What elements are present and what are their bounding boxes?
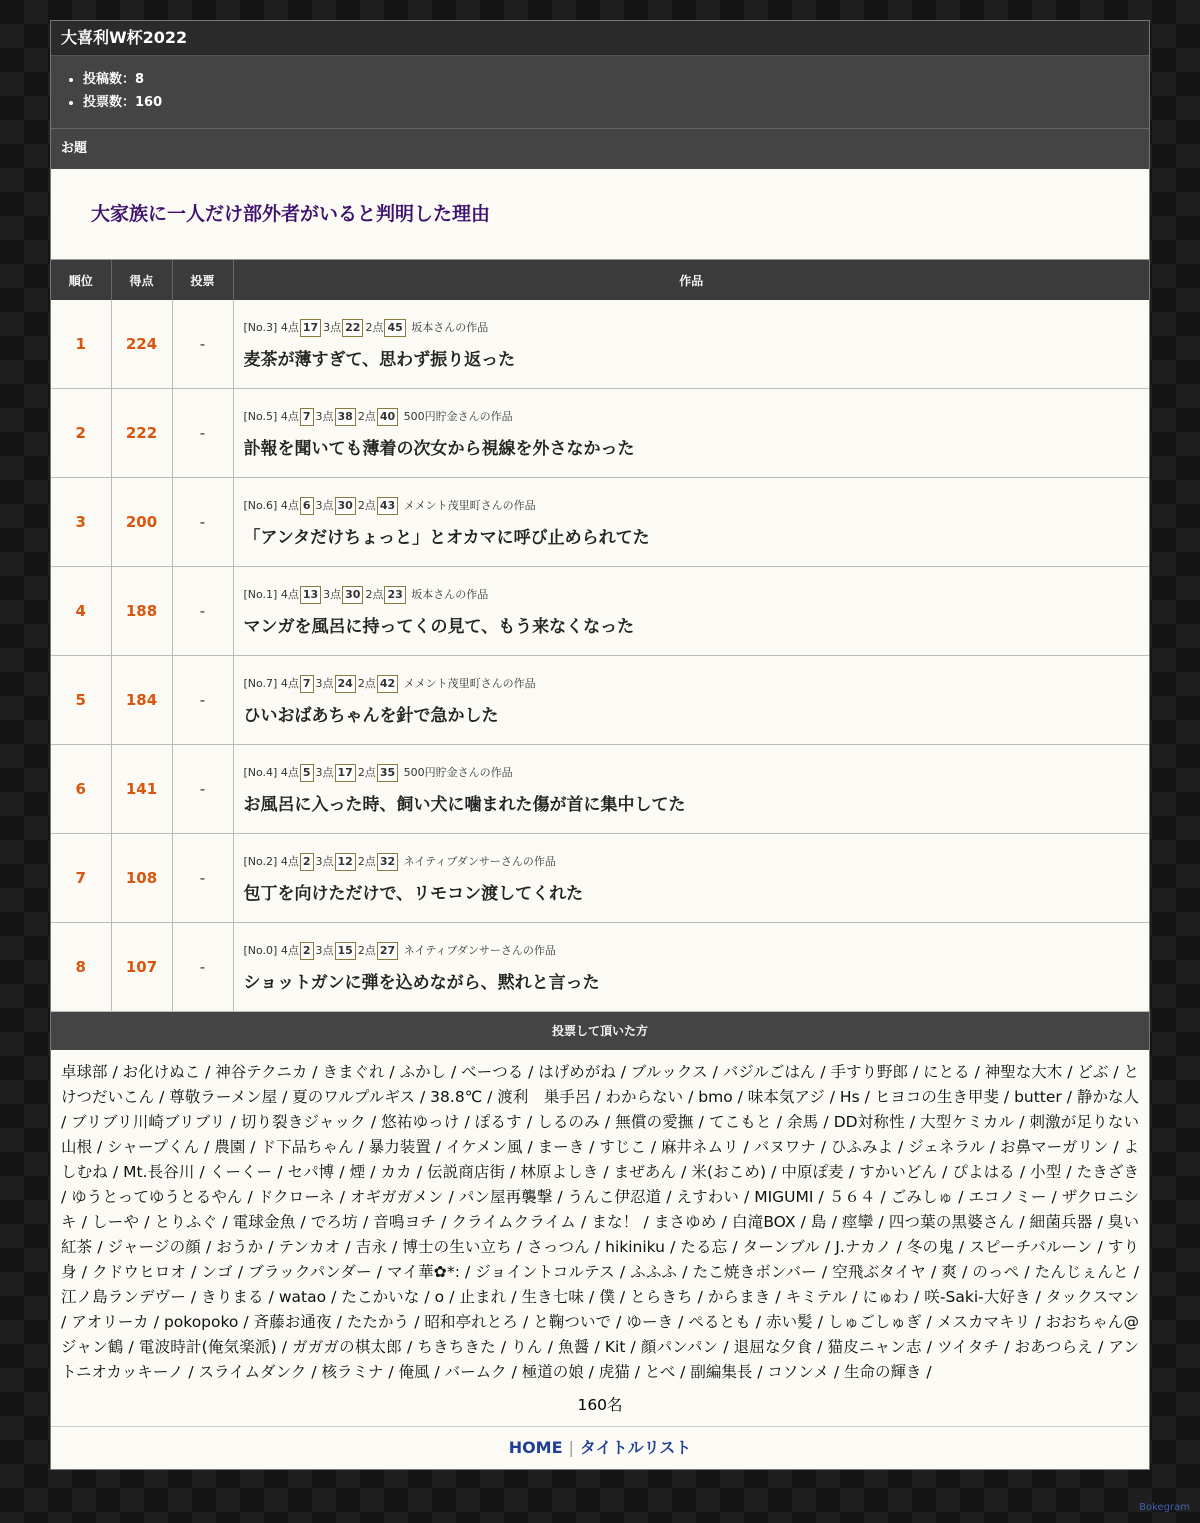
entry-number: [No.7]: [243, 676, 278, 690]
points-4-count: 2: [300, 853, 314, 871]
score-cell: 141: [111, 745, 172, 834]
voters-list: 卓球部 / お化けぬこ / 神谷テクニカ / きまぐれ / ふかし / べーつる / はげめがね / ブルックス / バジルごはん / 手すり野郎 / にとる / 神聖な大木 / どぶ / とけつだいこん / 尊敬ラーメン屋 / 夏のワルプルギス / 38.8℃ / 渡利 巣手呂 / わからない / bmo / 味本気アジ / Hs / ヒヨコの生き甲斐 / butter / 静かな人 / ブリブリ川崎ブリブリ / 切り裂きジャック / 悠祐ゆっけ / ぽるす / しるのみ / 無償の愛撫 / てこもと / 余馬 / DD対称性 / 大型ケミカル / 刺激が足りない山根 / シャープくん / 農園 / ド下品ちゃん / 暴力装置 / イケメン風 / まーき / すじこ / 麻井ネムリ / バヌワナ / ひふみよ / ジェネラル / お鼻マーガリン / よしむね / Mt.長谷川 / くーくー / セパ博 / 煙 / カカ / 伝説商店街 / 林原よしき / まぜあん / 米(おこめ) / 中原ぽ麦 / すかいどん / ぴよはる / 小型 / たきざき / ゆうとってゆうとるやん / ドクローネ / オギガガメン / パン屋再襲撃 / うんこ伊忍道 / えすわい / MIGUMI / ５６４ / ごみしゅ / エコノミー / ザクロニシキ / しーや / とりふぐ / 電球金魚 / でろ坊 / 音鳴ヨチ / クライムクライム / まな！ / まさゆめ / 白滝BOX / 島 / 痙攣 / 四つ葉の黒婆さん / 細菌兵器 / 臭い紅茶 / ジャージの顔 / おうか / テンカオ / 吉永 / 博士の生い立ち / さっつん / hikiniku / たる忘 / ターンブル / J.ナカノ / 冬の鬼 / スピーチバルーン / すり身 / クドウヒロオ / ンゴ / ブラックパンダー / マイ華✿*: / ジョイントコルテス / ふふふ / たこ焼きボンバー / 空飛ぶタイヤ / 爽 / のっぺ / たんじぇんと / 江ノ島ランデヴー / きりまる / watao / たこかいな / o / 止まれ / 生き七味 / 僕 / とらきち / からまき / キミテル / にゅわ / 咲-Saki-大好き / タックスマン / アオリーカ / pokopoko / 斉藤お通夜 / たたかう / 昭和亭れとろ / と鞠ついで / ゆーき / ぺるとも / 赤い髪 / しゅごしゅぎ / メスカマキリ / おおちゃん@ジャン鶴 / 電波時計(俺気楽派) / ガガガの棋太郎 / ちきちきた / りん / 魚醤 / Kit / 顔パンパン / 退屈な夕食 / 猫皮ニャン志 / ツイタチ / おあつらえ / アントニオカッキーノ / スライムダンク / 核ラミナ / 俺風 / バームク / 極道の娘 / 虎猫 / とべ / 副編集長 / コソンメ / 生命の輝き /: [61, 1063, 1139, 1381]
entry-number: [No.5]: [243, 409, 278, 423]
entry-text: 麦茶が薄すぎて、思わず振り返った: [243, 349, 516, 370]
score-cell: 222: [111, 389, 172, 478]
score-cell: 224: [111, 300, 172, 389]
score-cell: 188: [111, 567, 172, 656]
points-3-label: 3点: [315, 943, 334, 957]
points-2-label: 2点: [357, 765, 376, 779]
points-2-label: 2点: [357, 854, 376, 868]
score-cell: 200: [111, 478, 172, 567]
vote-cell: -: [172, 389, 233, 478]
work-cell: [233, 656, 1149, 745]
points-2-label: 2点: [357, 943, 376, 957]
entry-meta: [244, 942, 1149, 960]
entry-text: 包丁を向けただけで、リモコン渡してくれた: [243, 883, 584, 904]
points-3-label: 3点: [315, 765, 334, 779]
entry-author: ネイティブダンサーさんの作品: [403, 854, 556, 868]
entry-author: メメント茂里町さんの作品: [403, 676, 536, 690]
points-3-count: 12: [335, 853, 356, 871]
entry-number: [No.4]: [243, 765, 278, 779]
points-4-label: 4点: [280, 676, 299, 690]
points-3-label: 3点: [315, 409, 334, 423]
score-cell: 107: [111, 923, 172, 1012]
points-2-label: 2点: [365, 587, 384, 601]
col-rank: 順位: [51, 260, 111, 300]
rank-cell: 5: [51, 656, 111, 745]
points-2-count: 35: [377, 764, 398, 782]
work-cell: [233, 745, 1149, 834]
odai-label: お題: [51, 129, 1149, 169]
points-3-label: 3点: [323, 320, 342, 334]
points-4-label: 4点: [280, 943, 299, 957]
work-cell: [233, 478, 1149, 567]
entry-number: [No.6]: [243, 498, 278, 512]
rank-cell: 2: [51, 389, 111, 478]
points-2-count: 27: [377, 942, 398, 960]
voter-count: 160名: [577, 1396, 623, 1414]
rank-cell: 7: [51, 834, 111, 923]
points-4-label: 4点: [280, 765, 299, 779]
entry-meta: [244, 675, 1149, 693]
results-table: [51, 260, 1149, 1012]
contest-panel: [50, 20, 1150, 1470]
title-list-link[interactable]: タイトルリスト: [579, 1438, 692, 1457]
points-2-count: 42: [377, 675, 398, 693]
col-score: 得点: [111, 260, 172, 300]
entry-meta: [244, 586, 1149, 604]
points-4-count: 13: [300, 586, 321, 604]
points-3-count: 38: [335, 408, 356, 426]
vote-cell: -: [172, 567, 233, 656]
table-row: [51, 478, 1149, 567]
points-3-count: 15: [335, 942, 356, 960]
vote-cell: -: [172, 834, 233, 923]
points-4-label: 4点: [280, 587, 299, 601]
entry-meta: [244, 764, 1149, 782]
points-2-count: 43: [377, 497, 398, 515]
entry-meta: [244, 319, 1149, 337]
vote-cell: -: [172, 923, 233, 1012]
entry-meta: [244, 408, 1149, 426]
nav-separator: |: [568, 1438, 574, 1457]
points-4-count: 6: [300, 497, 314, 515]
points-4-count: 7: [300, 408, 314, 426]
entry-number: [No.2]: [243, 854, 278, 868]
entry-author: 坂本さんの作品: [411, 587, 489, 601]
entry-author: 500円貯金さんの作品: [403, 409, 513, 423]
points-4-label: 4点: [280, 854, 299, 868]
points-2-count: 45: [384, 319, 405, 337]
points-2-count: 23: [384, 586, 405, 604]
col-work: 作品: [233, 260, 1149, 300]
rank-cell: 1: [51, 300, 111, 389]
entry-author: 坂本さんの作品: [411, 320, 489, 334]
points-4-count: 2: [300, 942, 314, 960]
table-row: [51, 389, 1149, 478]
entry-text: 訃報を聞いても薄着の次女から視線を外さなかった: [243, 438, 635, 459]
points-2-label: 2点: [357, 498, 376, 512]
vote-cell: -: [172, 300, 233, 389]
rank-cell: 3: [51, 478, 111, 567]
rank-cell: 4: [51, 567, 111, 656]
rank-cell: 8: [51, 923, 111, 1012]
points-4-count: 5: [300, 764, 314, 782]
entry-author: メメント茂里町さんの作品: [403, 498, 536, 512]
points-3-count: 24: [335, 675, 356, 693]
entry-author: 500円貯金さんの作品: [403, 765, 513, 779]
work-cell: [233, 300, 1149, 389]
entry-author: ネイティブダンサーさんの作品: [403, 943, 556, 957]
odai-text: 大家族に一人だけ部外者がいると判明した理由: [51, 169, 1149, 260]
entry-text: 「アンタだけちょっと」とオカマに呼び止められてた: [243, 527, 650, 548]
points-2-label: 2点: [357, 676, 376, 690]
entry-text: マンガを風呂に持ってくの見て、もう来なくなった: [243, 616, 635, 637]
vote-cell: -: [172, 478, 233, 567]
footer-nav: [51, 1426, 1149, 1469]
work-cell: [233, 389, 1149, 478]
rank-cell: 6: [51, 745, 111, 834]
score-cell: 184: [111, 656, 172, 745]
points-2-label: 2点: [357, 409, 376, 423]
entry-text: ショットガンに弾を込めながら、黙れと言った: [243, 972, 600, 993]
points-2-count: 40: [377, 408, 398, 426]
points-4-label: 4点: [280, 320, 299, 334]
points-4-count: 17: [300, 319, 321, 337]
page-title: 大喜利W杯2022: [51, 21, 1149, 56]
entry-meta: [244, 853, 1149, 871]
points-2-label: 2点: [365, 320, 384, 334]
vote-cell: -: [172, 656, 233, 745]
voters-heading: 投票して頂いた方: [51, 1012, 1149, 1050]
entry-number: [No.3]: [243, 320, 278, 334]
table-row: [51, 923, 1149, 1012]
table-row: [51, 745, 1149, 834]
points-3-count: 17: [335, 764, 356, 782]
points-3-label: 3点: [315, 676, 334, 690]
table-row: [51, 300, 1149, 389]
entry-number: [No.0]: [243, 943, 278, 957]
points-3-count: 30: [335, 497, 356, 515]
points-4-label: 4点: [280, 409, 299, 423]
entry-number: [No.1]: [243, 587, 278, 601]
table-row: [51, 567, 1149, 656]
work-cell: [233, 923, 1149, 1012]
entry-text: ひいおばあちゃんを針で急かした: [243, 705, 499, 726]
entry-text: お風呂に入った時、飼い犬に噛まれた傷が首に集中してた: [243, 794, 686, 815]
entry-meta: [244, 497, 1149, 515]
stat-posts: • 投稿数：8: [83, 68, 1149, 91]
points-2-count: 32: [377, 853, 398, 871]
table-row: [51, 834, 1149, 923]
score-cell: 108: [111, 834, 172, 923]
table-header-row: [51, 260, 1149, 300]
col-vote: 投票: [172, 260, 233, 300]
points-3-label: 3点: [323, 587, 342, 601]
points-3-label: 3点: [315, 854, 334, 868]
work-cell: [233, 834, 1149, 923]
table-row: [51, 656, 1149, 745]
credit-link[interactable]: Bokegram: [1139, 1502, 1190, 1513]
stat-votes: • 投票数：160: [83, 91, 1149, 114]
points-4-count: 7: [300, 675, 314, 693]
points-4-label: 4点: [280, 498, 299, 512]
vote-cell: -: [172, 745, 233, 834]
points-3-label: 3点: [315, 498, 334, 512]
home-link[interactable]: HOME: [508, 1438, 563, 1457]
points-3-count: 30: [342, 586, 363, 604]
points-3-count: 22: [342, 319, 363, 337]
stats-list: [51, 56, 1149, 129]
work-cell: [233, 567, 1149, 656]
